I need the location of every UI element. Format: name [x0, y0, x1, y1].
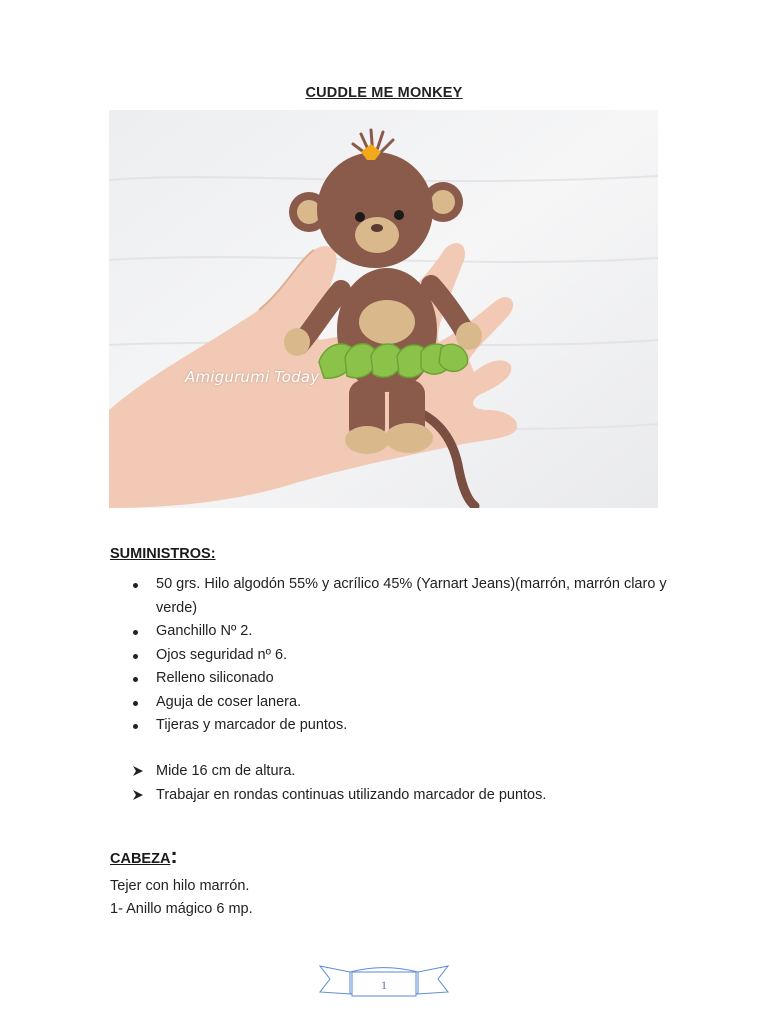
notes-list	[110, 760, 670, 807]
arrow-bullet-icon	[132, 765, 144, 777]
arrow-bullet-icon	[132, 789, 144, 801]
document-title: CUDDLE ME MONKEY	[305, 85, 463, 101]
head-section-title: CABEZA	[110, 851, 171, 867]
list-item: 50 grs. Hilo algodón 55% y acrílico 45% (Yarnart Jeans)(marrón, marrón claro y verde)	[110, 573, 670, 620]
head-section-colon: :	[170, 843, 178, 868]
list-item: Ojos seguridad nº 6.	[110, 644, 670, 668]
note-text: Trabajar en rondas continuas utilizando marcador de puntos.	[156, 786, 547, 803]
page-footer-ribbon	[318, 962, 450, 1000]
note-text: Mide 16 cm de altura.	[156, 763, 296, 779]
monkey-photo	[109, 110, 658, 508]
list-item: Aguja de coser lanera.	[110, 691, 670, 715]
list-item: Tijeras y marcador de puntos.	[110, 714, 670, 738]
supplies-list	[110, 573, 670, 738]
head-section-heading	[110, 843, 178, 869]
head-line-2: 1- Anillo mágico 6 mp.	[110, 901, 253, 917]
supplies-heading: SUMINISTROS:	[110, 546, 216, 562]
photo-watermark: Amigurumi Today	[185, 368, 320, 386]
head-line-1: Tejer con hilo marrón.	[110, 878, 250, 894]
list-item: Relleno siliconado	[110, 667, 670, 691]
list-item: Ganchillo Nº 2.	[110, 620, 670, 644]
note-item	[110, 784, 670, 808]
page-number: 1	[381, 978, 387, 992]
note-item	[110, 760, 670, 784]
